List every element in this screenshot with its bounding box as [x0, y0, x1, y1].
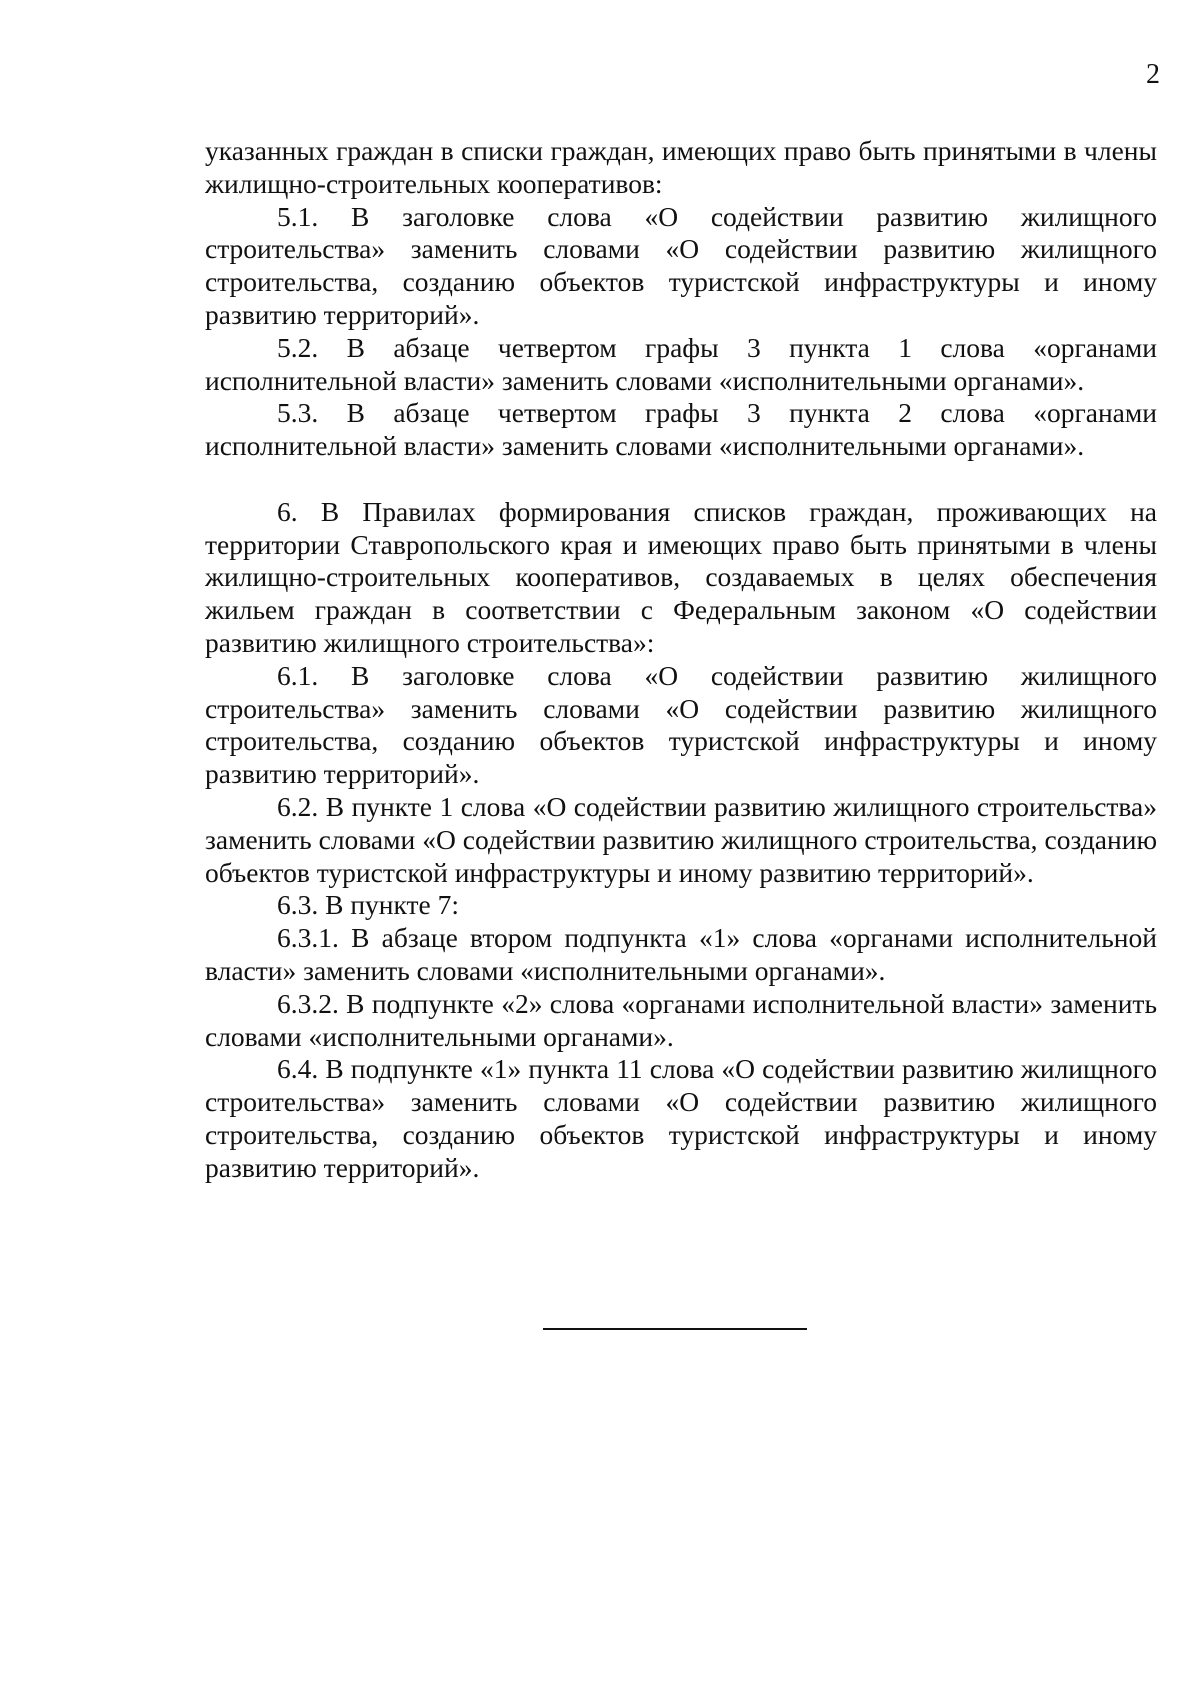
paragraph-6-2: 6.2. В пункте 1 слова «О содействии развитию жилищного строительства» заменить словами «О содействии развитию жилищного строительства, созданию объектов туристской инфраструктуры и иному развитию территорий».: [205, 790, 1157, 888]
paragraph-5-2: 5.2. В абзаце четвертом графы 3 пункта 1 слова «органами исполнительной власти» заменить словами «исполнительными органами».: [205, 331, 1157, 396]
paragraph-5-3: 5.3. В абзаце четвертом графы 3 пункта 2 слова «органами исполнительной власти» заменить словами «исполнительными органами».: [205, 397, 1157, 462]
paragraph-6-3: 6.3. В пункте 7:: [277, 889, 460, 921]
paragraph-6-3-2: 6.3.2. В подпункте «2» слова «органами исполнительной власти» заменить словами «исполнительными органами».: [205, 987, 1157, 1052]
paragraph-6-1: 6.1. В заголовке слова «О содействии развитию жилищного строительства» заменить словами «О содействии развитию жилищного строительства, созданию объектов туристской инфраструктуры и иному развитию территорий».: [205, 659, 1157, 790]
document-body: [205, 135, 1157, 1185]
page-number: 2: [1146, 59, 1160, 90]
end-of-document-rule: [543, 1328, 807, 1330]
paragraph-6: 6. В Правилах формирования списков граждан, проживающих на территории Ставропольского края и имеющих право быть принятыми в члены жилищно-строительных кооперативов, создаваемых в целях обеспечения жильем граждан в соответствии с Федеральным законом «О содействии развитию жилищного строительства»:: [205, 495, 1157, 658]
paragraph-continuation: указанных граждан в списки граждан, имеющих право быть принятыми в члены жилищно-строительных кооперативов:: [205, 135, 1157, 199]
paragraph-6-3-1: 6.3.1. В абзаце втором подпункта «1» слова «органами исполнительной власти» заменить словами «исполнительными органами».: [205, 922, 1157, 986]
paragraph-6-4: 6.4. В подпункте «1» пункта 11 слова «О содействии развитию жилищного строительства» заменить словами «О содействии развитию жилищного строительства, созданию объектов туристской инфраструктуры и иному развитию территорий».: [205, 1053, 1157, 1183]
paragraph-5-1: 5.1. В заголовке слова «О содействии развитию жилищного строительства» заменить словами «О содействии развитию жилищного строительства, созданию объектов туристской инфраструктуры и иному развитию территорий».: [205, 200, 1157, 330]
